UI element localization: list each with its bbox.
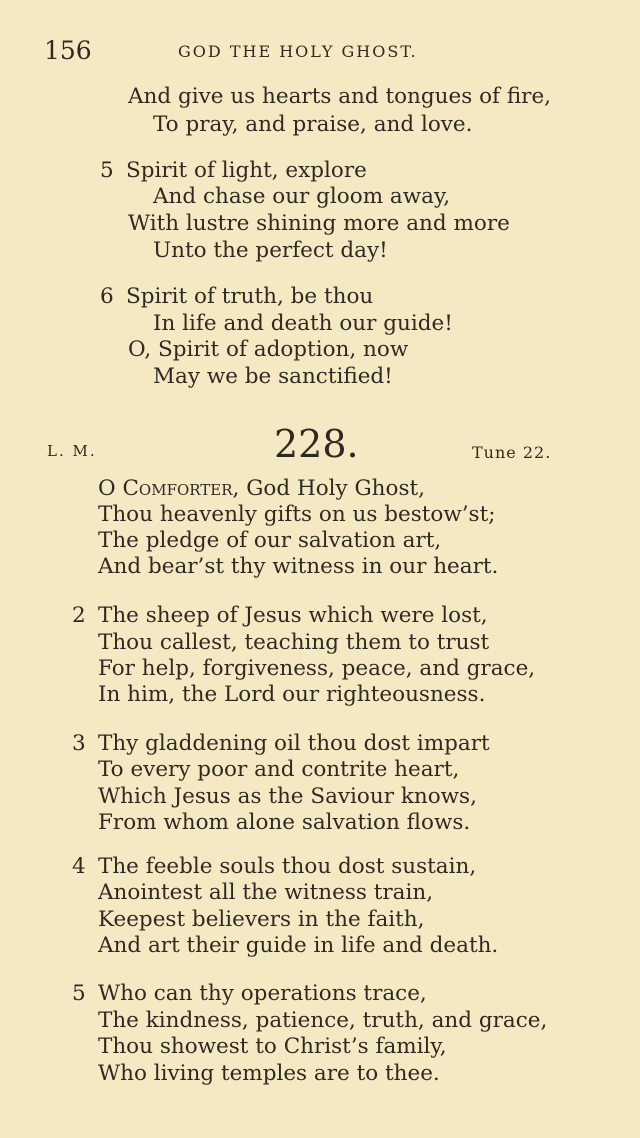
verse-line: Unto the perfect day!: [153, 238, 388, 263]
verse-line: And bear’st thy witness in our heart.: [98, 554, 499, 579]
verse-line-rest: God Holy Ghost,: [239, 476, 425, 501]
verse-line: Thou showest to Christ’s family,: [98, 1034, 447, 1059]
verse-line: Spirit of light, explore: [126, 158, 367, 183]
verse-line: Spirit of truth, be thou: [126, 284, 374, 309]
verse-line: Thy gladdening oil thou dost impart: [98, 731, 490, 756]
verse-line: Thou heavenly gifts on us bestow’st;: [98, 502, 496, 527]
verse-line: Anointest all the witness train,: [98, 880, 434, 905]
stanza-number: 3: [72, 731, 86, 756]
verse-line: To pray, and praise, and love.: [153, 112, 473, 137]
verse-line: Keepest believers in the faith,: [98, 907, 425, 932]
verse-line: In life and death our guide!: [153, 311, 453, 336]
verse-line: Thou callest, teaching them to trust: [98, 630, 490, 655]
meter-label: L. M.: [47, 442, 97, 460]
verse-line: Who living temples are to thee.: [98, 1061, 440, 1086]
tune-label: Tune 22.: [472, 443, 552, 462]
verse-line: The feeble souls thou dost sustain,: [98, 854, 477, 879]
running-head: GOD THE HOLY GHOST.: [178, 42, 418, 61]
stanza-number: 5: [100, 158, 114, 183]
verse-line: In him, the Lord our righteousness.: [98, 682, 486, 707]
hymn-number: 228.: [274, 422, 359, 466]
page-number: 156: [44, 36, 92, 65]
stanza-number: 2: [72, 603, 86, 628]
stanza-number: 5: [72, 981, 86, 1006]
verse-line: To every poor and contrite heart,: [98, 757, 460, 782]
first-words: O Comforter,: [98, 476, 240, 501]
verse-line: Who can thy operations trace,: [98, 981, 427, 1006]
verse-line: From whom alone salvation flows.: [98, 810, 471, 835]
stanza-number: 4: [72, 854, 86, 879]
verse-line: The kindness, patience, truth, and grace,: [98, 1008, 548, 1033]
verse-line: For help, forgiveness, peace, and grace,: [98, 656, 536, 681]
verse-line-1: [98, 476, 425, 501]
verse-line: And give us hearts and tongues of fire,: [128, 84, 552, 109]
page-header: [0, 36, 640, 66]
verse-line: The sheep of Jesus which were lost,: [98, 603, 488, 628]
verse-line: May we be sanctified!: [153, 364, 393, 389]
hymn-heading: [0, 420, 640, 470]
verse-line: The pledge of our salvation art,: [98, 528, 442, 553]
verse-line: With lustre shining more and more: [128, 211, 510, 236]
verse-line: O, Spirit of adoption, now: [128, 337, 409, 362]
stanza-number: 6: [100, 284, 114, 309]
verse-line: And art their guide in life and death.: [98, 933, 499, 958]
verse-line: Which Jesus as the Saviour knows,: [98, 784, 477, 809]
verse-line: And chase our gloom away,: [153, 184, 451, 209]
